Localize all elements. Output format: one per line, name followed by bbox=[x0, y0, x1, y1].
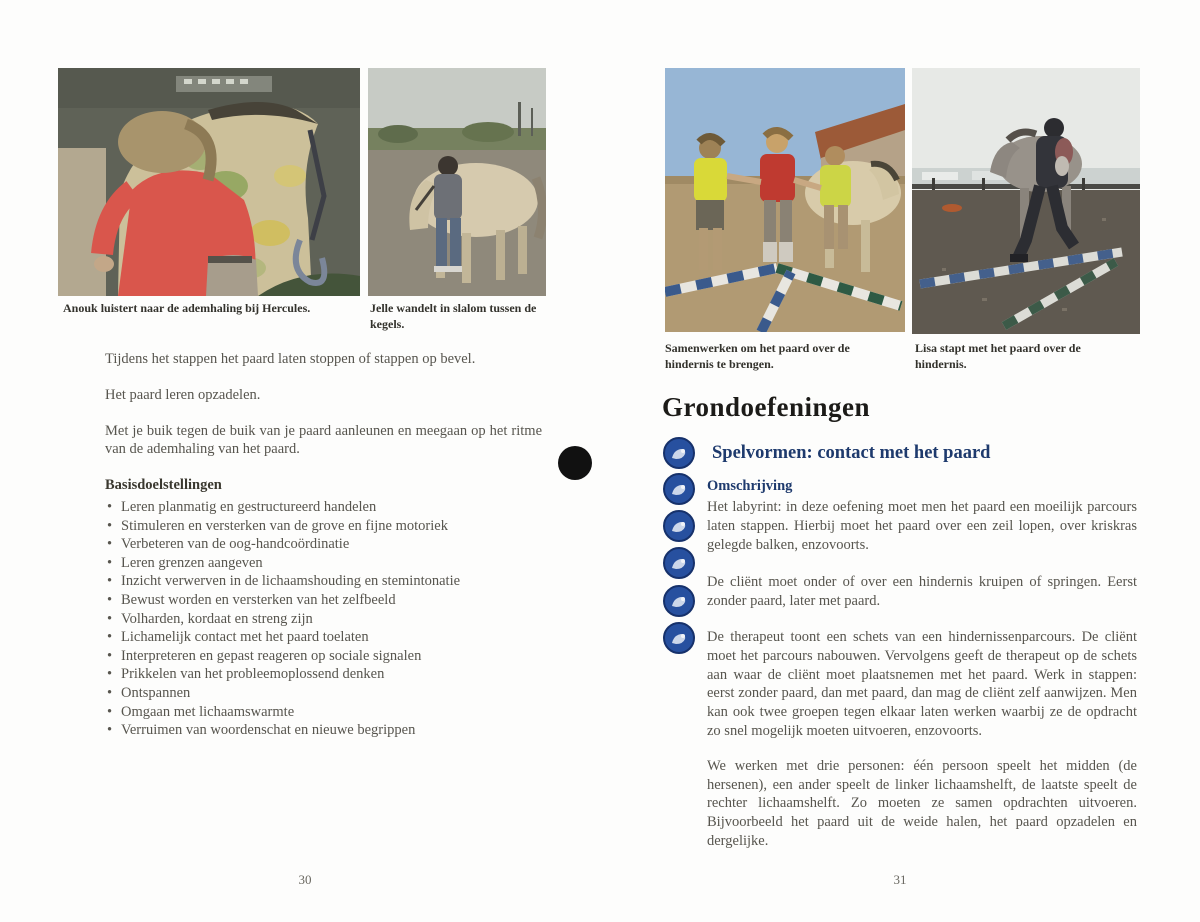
goal-item: • Volharden, kordaat en streng zijn bbox=[105, 610, 542, 629]
photo-caption: Anouk luistert naar de ademhaling bij Hercules. bbox=[63, 301, 311, 315]
therapy-badge-icon bbox=[663, 473, 695, 505]
paragraph: Het labyrint: in deze oefening moet men het paard een moeilijk parcours laten stappen. Hierbij moet het paard over een zeil lopen, over kriskras gelegde balken, enzovoorts. bbox=[707, 499, 1137, 553]
photo-caption: Lisa stapt met het paard over de hindernis. bbox=[915, 341, 1081, 372]
photo-caption: Samenwerken om het paard over de hindernis te brengen. bbox=[665, 341, 850, 372]
therapy-badge-icon bbox=[663, 510, 695, 542]
photo-samenwerken-hindernis bbox=[665, 68, 905, 332]
goal-item: • Leren grenzen aangeven bbox=[105, 554, 542, 573]
goals-heading: Basisdoelstellingen bbox=[105, 477, 222, 494]
therapy-badge-icon bbox=[663, 547, 695, 579]
punch-hole-dot bbox=[558, 446, 592, 480]
goal-item: • Verbeteren van de oog-handcoördinatie bbox=[105, 535, 542, 554]
right-body-column bbox=[707, 498, 1137, 868]
photo-jelle-slalom bbox=[368, 68, 546, 296]
chapter-title: Grondoefeningen bbox=[662, 392, 871, 422]
paragraph: We werken met drie personen: één persoon speelt het midden (de hersenen), een ander speelt de linker lichaamshelft, de laatste speelt de rechter lichaamshelft. Zo moeten ze samen opdrachten uitvoeren. Bijvoorbeeld het paard uit de weide halen, het paard opzadelen en dergelijke. bbox=[707, 757, 1137, 849]
goal-item: • Ontspannen bbox=[105, 684, 542, 703]
paragraph: Het paard leren opzadelen. bbox=[105, 386, 261, 403]
page-number-left: 30 bbox=[298, 872, 312, 887]
photo-caption: Jelle wandelt in slalom tussen de kegels. bbox=[370, 301, 537, 332]
goal-item: • Stimuleren en versterken van de grove en fijne motoriek bbox=[105, 517, 542, 536]
goal-item: • Interpreteren en gepast reageren op sociale signalen bbox=[105, 647, 542, 666]
paragraph: De therapeut toont een schets van een hindernissenparcours. De cliënt moet het parcours nabouwen. Vervolgens geeft de therapeut op de schets aan waar de cliënt moet plaatsnemen met het paard. Werk in stappen: eerst zonder paard, dan met paard, dan mag de cliënt zelf aanwijzen. Men kan ook twee groepen tegen elkaar laten werken waarbij ze de opdracht zo snel mogelijk moeten uitvoeren, enzovoorts. bbox=[707, 628, 1137, 739]
paragraph: Tijdens het stappen het paard laten stoppen of stappen op bevel. bbox=[105, 351, 476, 367]
photo-anouk-hercules bbox=[58, 68, 360, 296]
goal-item: • Leren planmatig en gestructureerd handelen bbox=[105, 498, 542, 517]
goal-item: • Omgaan met lichaamswarmte bbox=[105, 703, 542, 722]
paragraph: Met je buik tegen de buik van je paard aanleunen en meegaan op het ritme van de ademhaling van het paard. bbox=[105, 422, 542, 458]
goal-item: • Lichamelijk contact met het paard toelaten bbox=[105, 628, 542, 647]
goal-item: • Inzicht verwerven in de lichaamshouding en stemintonatie bbox=[105, 572, 542, 591]
page-number-right: 31 bbox=[893, 872, 907, 887]
photo-lisa-hindernis bbox=[912, 68, 1140, 334]
goal-item: • Bewust worden en versterken van het zelfbeeld bbox=[105, 591, 542, 610]
goal-item: • Prikkelen van het probleemoplossend denken bbox=[105, 665, 542, 684]
therapy-badge-icon bbox=[663, 622, 695, 654]
goals-list bbox=[105, 498, 542, 740]
goal-item: • Verruimen van woordenschat en nieuwe begrippen bbox=[105, 721, 542, 740]
therapy-badge-icon bbox=[663, 585, 695, 617]
left-body-column bbox=[105, 350, 542, 740]
description-label: Omschrijving bbox=[707, 478, 793, 494]
paragraph: De cliënt moet onder of over een hindernis kruipen of springen. Eerst zonder paard, later met paard. bbox=[707, 574, 1137, 610]
section-title: Spelvormen: contact met het paard bbox=[712, 443, 991, 463]
therapy-badge-icon bbox=[663, 437, 695, 469]
